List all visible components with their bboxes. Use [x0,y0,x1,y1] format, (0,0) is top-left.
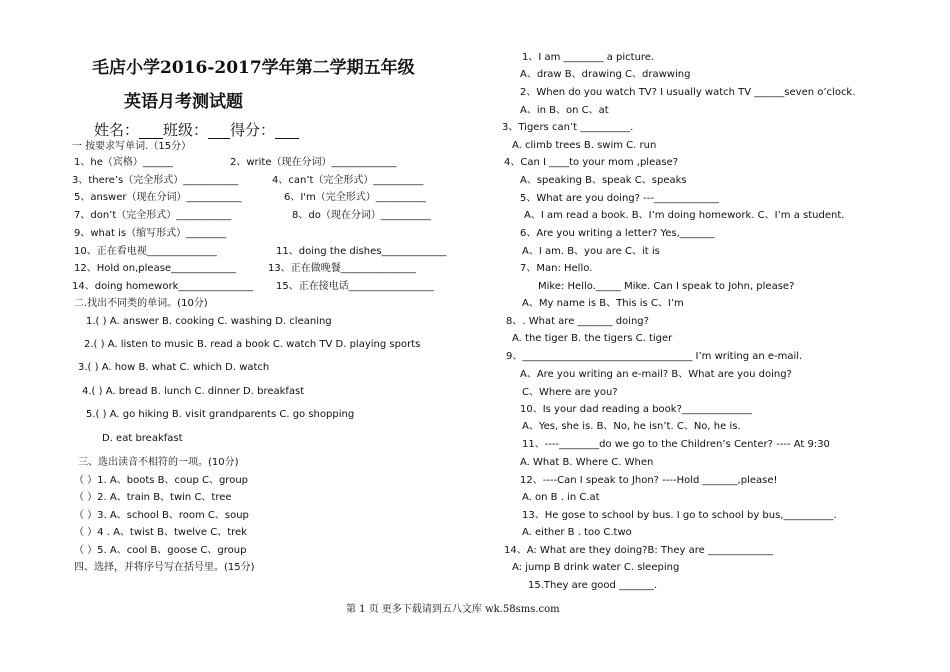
section1-item: 2、write（现在分词）_____________ [230,157,397,168]
section4-heading: 四、选择，并将序号写在括号里。(15分) [74,562,255,573]
section3-item: （ ）3. A、school B、room C、soup [74,510,249,521]
section3-item: （ ）1. A、boots B、coup C、group [74,475,248,486]
section1-item: 6、I'm（完全形式）__________ [284,192,426,203]
option-line: A、Are you writing an e-mail? B、What are you doing? [520,369,792,380]
section1-item: 13、正在做晚餐_______________ [268,263,416,274]
option-line: A、Yes, she is. B、No, he isn’t. C、No, he is. [522,421,741,432]
section1-item: 9、what is（缩写形式）________ [74,228,227,239]
option-line: A、I am read a book. B、I’m doing homework. C、I’m a student. [524,210,845,221]
question-line: 15.They are good _______. [528,580,658,591]
section2-item: 1.( ) A. answer B. cooking C. washing D. cleaning [86,316,332,327]
section1-item: 3、there’s（完全形式）___________ [72,175,239,186]
option-line: A、My name is B、This is C、I’m [522,298,684,309]
option-line: A、in B、on C、at [520,105,609,116]
section1-item: 5、answer（现在分词）___________ [74,192,242,203]
question-line: 11、----________do we go to the Children’s Center? ---- At 9:30 [522,439,830,450]
question-line: 4、Can I ____to your mom ,please? [504,157,679,168]
question-line: 8、. What are _______ doing? [506,316,649,327]
section3-item: （ ）2. A、train B、twin C、tree [74,492,232,503]
section1-item: 7、don’t（完全形式）___________ [74,210,232,221]
option-line: C、Where are you? [522,387,618,398]
name-label: 姓名： [94,121,140,139]
question-line: 14、A: What are they doing?B: They are _____________ [504,545,773,556]
question-line: 9、__________________________________ I’m writing an e-mail. [506,351,803,362]
option-line: A. either B . too C.two [522,527,632,538]
option-line: A、I am. B、you are C、it is [522,246,660,257]
section3-item: （ ）5. A、cool B、goose C、group [74,545,247,556]
page-title-line1: 毛店小学2016-2017学年第二学期五年级 [92,58,415,78]
option-line: A、speaking B、speak C、speaks [520,175,687,186]
section1-item: 10、正在看电视______________ [74,246,217,257]
section2-item: 4.( ) A. bread B. lunch C. dinner D. breakfast [82,386,305,397]
class-blank[interactable] [208,124,230,139]
option-line: A. on B . in C.at [522,492,600,503]
question-line: Mike: Hello._____ Mike. Can I speak to John, please? [538,281,795,292]
section1-item: 1、he（宾格）______ [74,157,173,168]
question-line: 3、Tigers can’t __________. [502,122,634,133]
section2-item: 3.( ) A. how B. what C. which D. watch [78,362,270,373]
section1-item: 14、doing homework_______________ [72,281,254,292]
section1-heading: 一 按要求写单词.（15分） [72,141,192,152]
question-line: 5、What are you doing? ---_____________ [520,193,719,204]
option-line: A: jump B drink water C. sleeping [512,562,680,573]
section1-item: 15、正在接电话_________________ [276,281,434,292]
question-line: 10、Is your dad reading a book?______________ [520,404,752,415]
question-line: 13、He gose to school by bus. I go to school by bus,__________. [522,510,837,521]
option-line: A. climb trees B. swim C. run [512,140,657,151]
page-title-line2: 英语月考测试题 [124,92,243,112]
score-blank[interactable] [275,124,299,139]
option-line: A. What B. Where C. When [520,457,654,468]
name-blank[interactable] [139,124,163,139]
section1-item: 8、do（现在分词）__________ [292,210,431,221]
option-line: A. the tiger B. the tigers C. tiger [512,333,673,344]
section3-heading: 三、选出读音不相符的一项。(10分) [78,457,239,468]
question-line: 1、I am ________ a picture. [522,52,655,63]
question-line: 12、----Can I speak to Jhon? ----Hold _______,please! [520,475,778,486]
option-line: A、draw B、drawing C、drawwing [520,69,691,80]
score-label: 得分： [230,121,276,139]
section1-item: 11、doing the dishes_____________ [276,246,447,257]
question-line: 6、Are you writing a letter? Yes,_______ [520,228,715,239]
page-footer: 第 1 页 更多下载请到五八文库 wk.58sms.com [346,604,560,615]
section3-item: （ ）4 . A、twist B、twelve C、trek [74,527,247,538]
section2-heading: 二.找出不同类的单词。(10分) [74,298,208,309]
section1-item: 4、can’t（完全形式）__________ [272,175,424,186]
student-info-bar [94,121,299,139]
class-label: 班级： [163,121,209,139]
section2-item: D. eat breakfast [102,433,183,444]
section2-item: 2.( ) A. listen to music B. read a book C. watch TV D. playing sports [84,339,421,350]
section2-item: 5.( ) A. go hiking B. visit grandparents C. go shopping [86,409,355,420]
question-line: 2、When do you watch TV? I usually watch TV ______seven o’clock. [520,87,856,98]
question-line: 7、Man: Hello. [520,263,593,274]
section1-item: 12、Hold on,please_____________ [74,263,237,274]
